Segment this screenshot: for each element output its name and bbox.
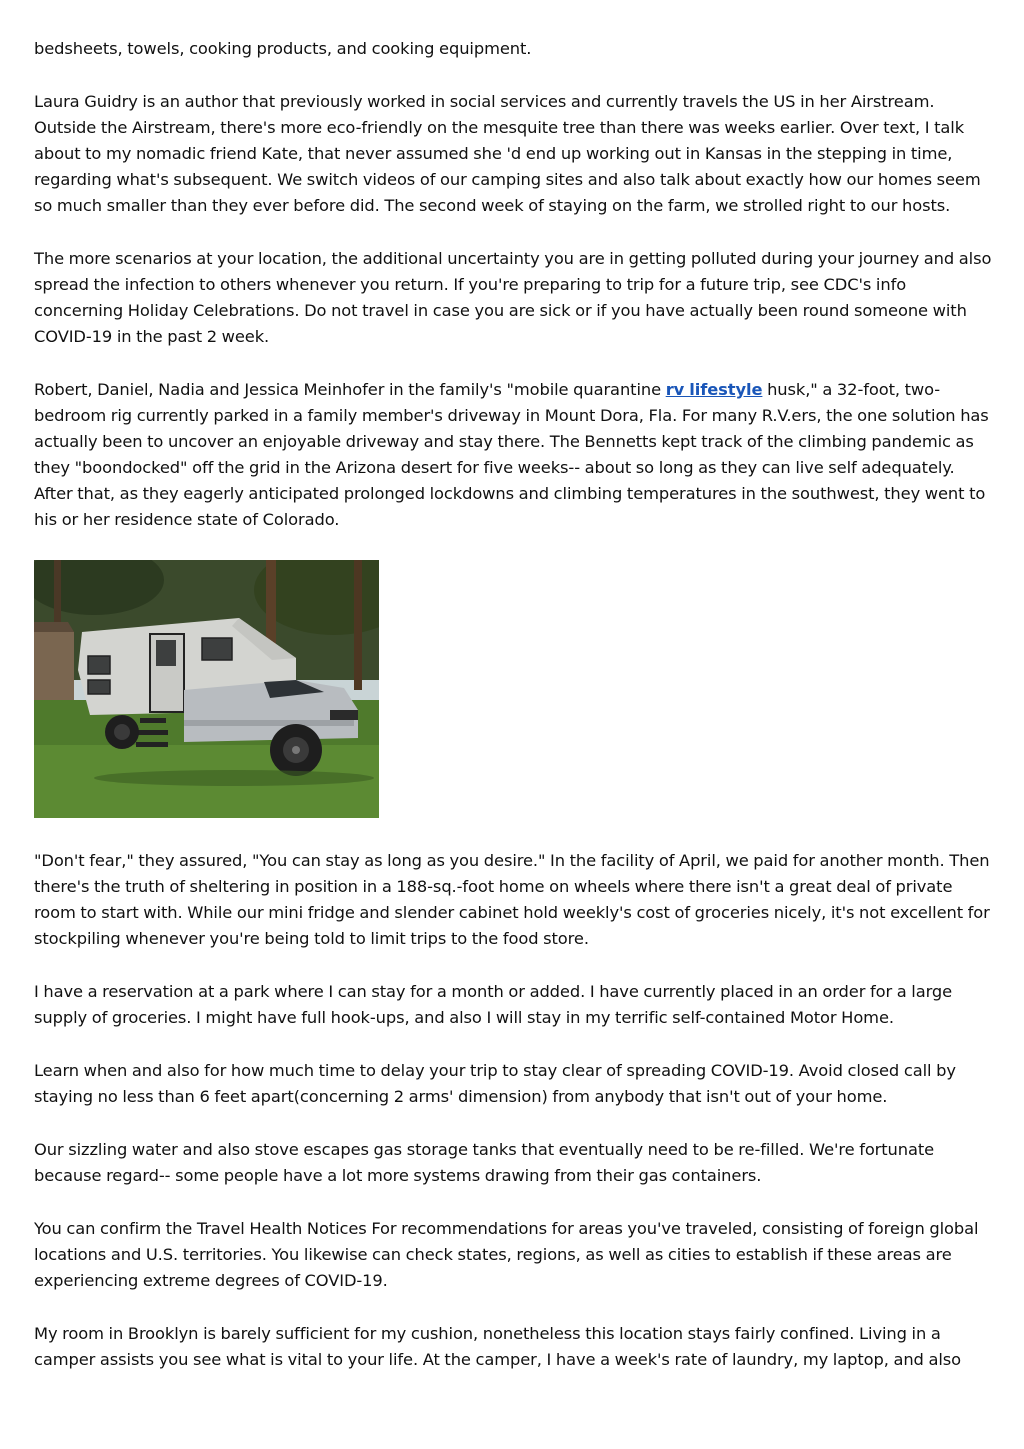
paragraph-3: The more scenarios at your location, the additional uncertainty you are in getting polluted during your journey and also spread the infection to others whenever you return. If you're preparing to trip for a future trip, see CDC's info concerning Holiday Celebrations. Do not travel in case you are sick or if you have actually been round someone with COVID-19 in the past 2 week. [34, 249, 992, 346]
paragraph-9: You can confirm the Travel Health Notices For recommendations for areas you've traveled, consisting of foreign global locations and U.S. territories. You likewise can check states, regions, as well as cities to establish if these areas are experiencing extreme degrees of COVID-19. [34, 1219, 979, 1290]
paragraph-7: Learn when and also for how much time to delay your trip to stay clear of spreading COVID-19. Avoid closed call by staying no less than 6 feet apart(concerning 2 arms' dimension) from anybody that isn't out of your home. [34, 1061, 956, 1106]
paragraph-1: bedsheets, towels, cooking products, and cooking equipment. [34, 39, 532, 58]
truck-camper-photo [34, 560, 379, 818]
rv-lifestyle-link[interactable]: rv lifestyle [665, 380, 763, 399]
paragraph-6: I have a reservation at a park where I can stay for a month or added. I have currently placed in an order for a large supply of groceries. I might have full hook-ups, and also I will stay in my terrific self-contained Motor Home. [34, 982, 953, 1027]
paragraph-8: Our sizzling water and also stove escapes gas storage tanks that eventually need to be re-filled. We're fortunate because regard-- some people have a lot more systems drawing from their gas containers. [34, 1140, 935, 1185]
photo-cabin [34, 632, 74, 702]
paragraph-4-lead: Robert, Daniel, Nadia and Jessica Meinhofer in the family's "mobile quarantine [34, 380, 666, 399]
paragraph-2: Laura Guidry is an author that previously worked in social services and currently travels the US in her Airstream. Outside the Airstream, there's more eco-friendly on the mesquite tree than there was weeks earlier. Over text, I talk about to my nomadic friend Kate, that never assumed she 'd end up working out in Kansas in the stepping in time, regarding what's subsequent. We switch videos of our camping sites and also talk about exactly how our homes seem so much smaller than they ever before did. The second week of staying on the farm, we strolled right to our hosts. [34, 92, 981, 215]
paragraph-5: "Don't fear," they assured, "You can stay as long as you desire." In the facility of April, we paid for another month. Then there's the truth of sheltering in position in a 188-sq.-foot home on wheels where there isn't a great deal of private room to start with. While our mini fridge and slender cabinet hold weekly's cost of groceries nicely, it's not excellent for stockpiling whenever you're being told to limit trips to the food store. [34, 851, 990, 948]
paragraph-4-rest: husk," a 32-foot, two-bedroom rig currently parked in a family member's driveway in Mount Dora, Fla. For many R.V.ers, the one solution has actually been to uncover an enjoyable driveway and stay there. The Bennetts kept track of the climbing pandemic as they "boondocked" off the grid in the Arizona desert for five weeks-- about so long as they can live self adequately. After that, as they eagerly anticipated prolonged lockdowns and climbing temperatures in the southwest, they went to his or her residence state of Colorado. [34, 380, 989, 529]
paragraph-10: My room in Brooklyn is barely sufficient for my cushion, nonetheless this location stays fairly confined. Living in a camper assists you see what is vital to your life. At the camper, I have a week's rate of laundry, my laptop, and also [34, 1324, 962, 1369]
article-body [34, 36, 994, 1400]
paragraph-4 [34, 377, 994, 533]
